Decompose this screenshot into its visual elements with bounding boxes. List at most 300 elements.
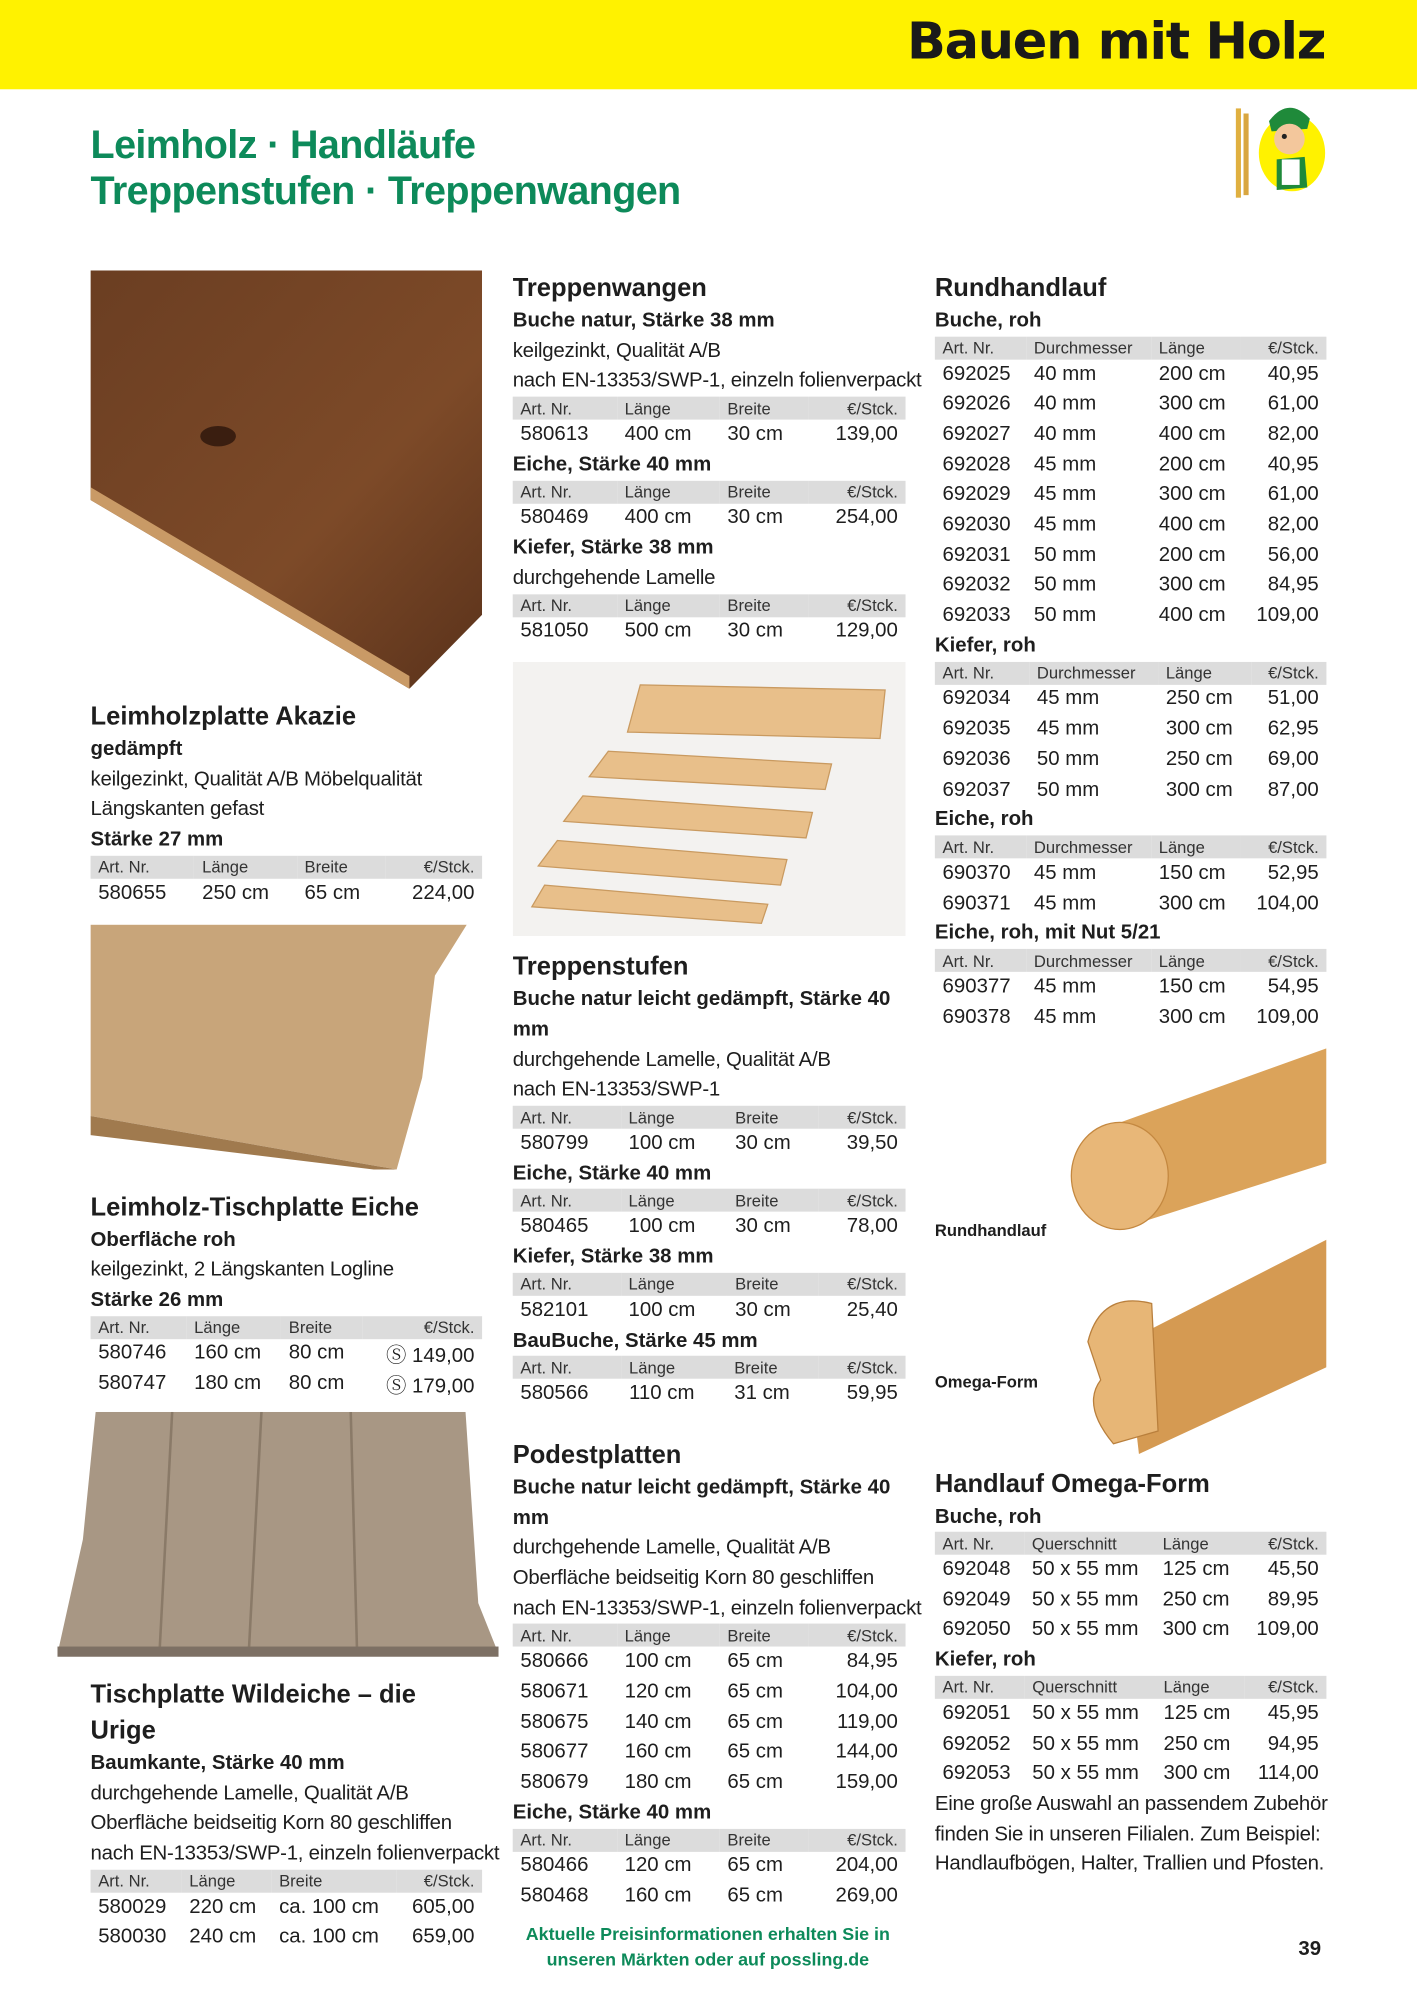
table-cell: 400 cm [624, 423, 692, 446]
table-cell: 300 cm [1163, 1762, 1231, 1785]
column-header: €/Stck. [1241, 949, 1326, 972]
header-bar [0, 0, 1417, 89]
table-cell: 692025 [942, 362, 1011, 385]
table-cell: 30 cm [727, 620, 783, 643]
table-cell: 160 cm [624, 1741, 692, 1764]
price-table [91, 856, 483, 909]
table-cell: 580466 [520, 1855, 589, 1877]
table-row [935, 420, 1327, 450]
price-table [935, 1676, 1327, 1790]
table-cell: 692049 [942, 1588, 1011, 1611]
table-cell: 692037 [942, 778, 1011, 801]
table-cell: 50 mm [1036, 748, 1100, 771]
table-cell: 50 x 55 mm [1031, 1619, 1139, 1641]
table-cell: 65 cm [727, 1885, 783, 1907]
table-row [513, 1296, 906, 1326]
product-image-stairs [513, 662, 906, 936]
column-header: Art. Nr. [935, 949, 1026, 972]
table-cell: 50 mm [1036, 778, 1100, 801]
column-header: Breite [720, 397, 809, 420]
column-header: Art. Nr. [513, 1106, 621, 1129]
product-description: Oberfläche beidseitig Korn 80 geschliffen [90, 1812, 452, 1835]
table-cell: 580469 [520, 506, 589, 529]
table-row [935, 450, 1327, 480]
price-table [935, 336, 1327, 631]
product-title: Rundhandlauf [934, 274, 1107, 303]
column-header: Art. Nr. [935, 835, 1026, 858]
column-header: €/Stck. [808, 1828, 905, 1851]
column-header: Durchmesser [1026, 835, 1151, 858]
product-subtitle: Eiche, Stärke 40 mm [512, 453, 712, 476]
image-label-rundhandlauf: Rundhandlauf [934, 1220, 1047, 1240]
column-header: Breite [281, 1316, 363, 1339]
product-subtitle: Buche natur leicht gedämpft, Stärke 40 mm [512, 1476, 891, 1529]
table-cell: 200 cm [1158, 453, 1226, 476]
table-cell: 40 mm [1033, 423, 1097, 446]
table-row [513, 1708, 906, 1738]
table-row [513, 1129, 906, 1159]
product-subtitle: Oberfläche roh [90, 1228, 236, 1251]
table-cell: 300 cm [1165, 778, 1233, 801]
table-cell: 45 mm [1033, 975, 1097, 998]
table-row [513, 1851, 906, 1881]
table-cell: 692035 [942, 718, 1011, 740]
column-right [935, 270, 1327, 1880]
column-header: Breite [727, 1356, 819, 1379]
column-header: Länge [194, 856, 296, 879]
column-header: Breite [720, 594, 809, 617]
column-header: Länge [621, 1106, 728, 1129]
table-row [513, 1768, 906, 1798]
column-header: Querschnitt [1025, 1676, 1156, 1699]
table-cell: 25,40 [846, 1299, 898, 1321]
table-row [513, 1647, 906, 1677]
table-cell: 692034 [942, 687, 1011, 710]
table-cell: 100 cm [628, 1215, 696, 1238]
column-header: €/Stck. [1241, 336, 1326, 359]
product-description: durchgehende Lamelle, Qualität A/B [512, 1049, 831, 1071]
column-header: Breite [727, 1273, 819, 1296]
table-cell: 580666 [520, 1650, 589, 1673]
column-header: Breite [720, 1828, 809, 1851]
product-title: Podestplatten [512, 1441, 682, 1470]
table-cell: 31 cm [734, 1382, 790, 1405]
column-header: €/Stck. [808, 480, 905, 503]
product-subtitle: Buche, roh [934, 1505, 1042, 1528]
table-row [935, 745, 1327, 775]
column-header: Länge [1156, 1676, 1245, 1699]
product-image-eiche [91, 924, 483, 1179]
price-table [513, 1106, 906, 1159]
column-header: €/Stck. [363, 1316, 482, 1339]
table-row [935, 1555, 1327, 1585]
table-row [91, 879, 483, 909]
table-header [513, 480, 906, 503]
table-cell: 30 cm [735, 1299, 791, 1321]
table-cell: 50 x 55 mm [1031, 1558, 1139, 1581]
column-header: €/Stck. [808, 397, 905, 420]
table-row [935, 1002, 1327, 1032]
table-cell: 200 cm [1158, 362, 1226, 385]
table-row [935, 889, 1327, 919]
table-row [935, 480, 1327, 510]
column-header: €/Stck. [1243, 1532, 1326, 1555]
table-cell: 30 cm [735, 1132, 791, 1155]
table-cell: 104,00 [1256, 892, 1319, 914]
table-header [935, 1676, 1327, 1699]
table-cell: 45,95 [1267, 1702, 1319, 1725]
product-title: Treppenwangen [512, 274, 707, 303]
table-cell: 94,95 [1267, 1732, 1319, 1755]
column-header: €/Stck. [385, 856, 482, 879]
table-cell: 82,00 [1267, 513, 1319, 536]
table-cell: 692052 [942, 1732, 1011, 1755]
table-row [935, 972, 1327, 1002]
table-cell: 692032 [942, 574, 1011, 597]
table-cell: 114,00 [1257, 1762, 1319, 1785]
product-image-akazie [91, 270, 483, 688]
table-cell: 692051 [942, 1702, 1011, 1725]
table-cell: 30 cm [727, 506, 783, 529]
column-header: Länge [617, 480, 720, 503]
table-cell: 160 cm [194, 1342, 262, 1364]
table-cell: 84,95 [1267, 574, 1319, 597]
price-table [935, 835, 1327, 918]
table-row [513, 1882, 906, 1912]
table-row [935, 1699, 1327, 1729]
table-cell: 52,95 [1267, 862, 1319, 884]
table-cell: 580799 [520, 1132, 589, 1155]
table-cell: 240 cm [189, 1926, 257, 1948]
table-cell: 45 mm [1033, 892, 1097, 914]
table-cell: 50 mm [1033, 604, 1097, 627]
spacer [513, 1409, 906, 1437]
table-cell: 50 mm [1033, 574, 1097, 597]
table-row [91, 1923, 483, 1953]
product-subtitle: Buche, roh [934, 309, 1042, 332]
table-cell: 300 cm [1158, 892, 1226, 914]
table-cell: 65 cm [727, 1711, 783, 1733]
table-cell: 580675 [520, 1711, 589, 1733]
table-row [935, 715, 1327, 745]
product-subtitle: Buche natur, Stärke 38 mm [512, 309, 775, 332]
table-row [935, 510, 1327, 540]
product-description: durchgehende Lamelle [512, 567, 716, 590]
table-cell: ca. 100 cm [279, 1926, 379, 1948]
table-row [513, 617, 906, 647]
column-middle [512, 270, 922, 1911]
table-header [513, 594, 906, 617]
table-header [513, 1356, 906, 1379]
table-header [91, 1316, 483, 1339]
table-cell: 125 cm [1162, 1558, 1230, 1581]
column-header: Breite [720, 480, 809, 503]
table-cell: 300 cm [1158, 1005, 1226, 1028]
table-row [935, 1615, 1327, 1645]
table-cell: 580465 [520, 1215, 589, 1238]
table-cell: 109,00 [1256, 1005, 1319, 1028]
column-header: Breite [727, 1106, 819, 1129]
product-subtitle: BauBuche, Stärke 45 mm [512, 1329, 758, 1352]
table-cell: 82,00 [1267, 423, 1319, 446]
table-cell: 140 cm [624, 1711, 692, 1733]
table-cell: 100 cm [624, 1650, 692, 1673]
product-subtitle: Stärke 26 mm [90, 1289, 224, 1311]
table-cell: 400 cm [1158, 513, 1226, 536]
table-cell: 605,00 [412, 1896, 475, 1918]
section-title: Bauen mit Holz [906, 12, 1326, 72]
price-table [513, 1356, 906, 1409]
table-row [513, 1379, 906, 1409]
table-row [935, 601, 1327, 631]
column-header: Länge [1155, 1532, 1243, 1555]
table-cell: 110 cm [629, 1382, 695, 1405]
column-header: Art. Nr. [513, 1624, 617, 1647]
table-cell: 690377 [942, 975, 1011, 998]
table-row [935, 1585, 1327, 1615]
column-header: Art. Nr. [513, 1356, 622, 1379]
table-cell: 80 cm [288, 1372, 345, 1395]
column-header: Länge [621, 1273, 728, 1296]
table-cell: 400 cm [1158, 423, 1226, 446]
product-subtitle: Baumkante, Stärke 40 mm [90, 1752, 345, 1775]
table-row [513, 420, 906, 450]
table-cell: 580030 [98, 1926, 167, 1948]
table-cell: 65 cm [304, 882, 361, 904]
table-cell: 692031 [942, 544, 1011, 566]
table-cell: 692029 [942, 483, 1011, 506]
table-cell: 39,50 [846, 1132, 898, 1155]
table-cell: 400 cm [624, 506, 692, 529]
column-header: Länge [1158, 661, 1251, 684]
column-header: €/Stck. [808, 594, 905, 617]
table-cell: 580747 [98, 1372, 167, 1395]
table-row [935, 1759, 1327, 1789]
table-header [91, 1869, 483, 1892]
table-cell: 61,00 [1267, 393, 1319, 415]
table-cell: 65 cm [727, 1680, 783, 1703]
product-image-rail [935, 1048, 1327, 1454]
table-cell: 269,00 [835, 1885, 898, 1907]
table-cell: 250 cm [202, 882, 270, 904]
table-cell: 580679 [520, 1771, 589, 1794]
table-header [513, 1828, 906, 1851]
table-cell: 84,95 [846, 1650, 898, 1673]
column-header: €/Stck. [819, 1356, 906, 1379]
table-cell: 125 cm [1163, 1702, 1231, 1725]
table-cell: 400 cm [1158, 604, 1226, 627]
headline-line-2: Treppenstufen · Treppenwangen [90, 168, 681, 213]
product-title: Leimholz-Tischplatte Eiche [90, 1193, 419, 1222]
table-cell: 581050 [520, 620, 589, 643]
table-cell: 65 cm [727, 1650, 783, 1673]
product-subtitle: Eiche, Stärke 40 mm [512, 1802, 712, 1824]
price-table [513, 1624, 906, 1798]
column-header: €/Stck. [808, 1624, 905, 1647]
column-header: Art. Nr. [91, 856, 195, 879]
table-cell: 61,00 [1267, 483, 1319, 506]
table-cell: 692036 [942, 748, 1011, 771]
column-header: Länge [621, 1356, 726, 1379]
footer-line-2[interactable]: unseren Märkten oder auf possling.de [546, 1948, 870, 1970]
column-header: €/Stck. [1241, 835, 1326, 858]
table-cell: 69,00 [1267, 748, 1319, 771]
table-cell: 220 cm [189, 1896, 257, 1918]
table-cell: 40,95 [1267, 453, 1319, 476]
table-cell: 692033 [942, 604, 1011, 627]
table-row [513, 503, 906, 533]
table-cell: 250 cm [1165, 748, 1233, 771]
table-cell: 659,00 [412, 1926, 475, 1948]
table-cell: 250 cm [1162, 1588, 1230, 1611]
table-cell: 50 x 55 mm [1031, 1588, 1139, 1611]
table-cell: 40 mm [1033, 393, 1097, 415]
table-cell: 692027 [942, 423, 1011, 446]
column-header: Länge [1151, 336, 1241, 359]
column-header: €/Stck. [397, 1869, 482, 1892]
table-cell: 30 cm [735, 1215, 791, 1238]
table-cell: 160 cm [624, 1885, 692, 1907]
table-row [91, 1339, 483, 1369]
table-cell: 40,95 [1267, 362, 1319, 385]
column-header: Art. Nr. [513, 594, 617, 617]
price-table [513, 480, 906, 533]
table-row [513, 1212, 906, 1242]
column-header: Art. Nr. [91, 1869, 182, 1892]
column-header: Art. Nr. [513, 1189, 621, 1212]
table-cell: 45 mm [1033, 513, 1097, 536]
column-header: Art. Nr. [513, 397, 617, 420]
column-header: Länge [187, 1316, 282, 1339]
table-cell: 62,95 [1267, 718, 1319, 740]
table-cell: 50 x 55 mm [1032, 1702, 1139, 1725]
table-header [513, 397, 906, 420]
table-cell: 150 cm [1158, 975, 1226, 998]
table-cell: Ⓢ 179,00 [385, 1375, 475, 1398]
table-cell: 580029 [98, 1896, 167, 1918]
column-header: Durchmesser [1029, 661, 1158, 684]
product-title: Tischplatte Wildeiche – die Urige [90, 1680, 416, 1745]
table-cell: 150 cm [1158, 862, 1226, 884]
table-row [935, 1729, 1327, 1759]
table-cell: 580671 [520, 1680, 589, 1703]
product-description: keilgezinkt, Qualität A/B [512, 340, 721, 362]
table-cell: 120 cm [624, 1680, 692, 1703]
table-cell: 144,00 [835, 1741, 898, 1764]
table-cell: 100 cm [628, 1132, 696, 1155]
table-cell: 40 mm [1033, 362, 1097, 385]
table-cell: 129,00 [835, 620, 898, 643]
price-table [935, 949, 1327, 1032]
table-cell: 692026 [942, 393, 1011, 415]
table-header [935, 835, 1327, 858]
table-cell: 254,00 [835, 506, 898, 529]
table-cell: 56,00 [1267, 544, 1319, 566]
table-cell: 109,00 [1256, 1619, 1319, 1641]
product-subtitle: Eiche, roh [934, 809, 1034, 831]
table-cell: 300 cm [1158, 574, 1226, 597]
table-cell: 159,00 [835, 1771, 898, 1794]
product-subtitle: Kiefer, Stärke 38 mm [512, 1246, 714, 1268]
product-description: keilgezinkt, 2 Längskanten Logline [90, 1259, 394, 1281]
table-cell: 692030 [942, 513, 1011, 536]
table-cell: 78,00 [846, 1215, 898, 1238]
product-description: nach EN-13353/SWP-1, einzeln folienverpackt [512, 1597, 922, 1620]
price-table [513, 1189, 906, 1242]
table-cell: 65 cm [727, 1855, 783, 1877]
table-cell: 54,95 [1267, 975, 1319, 998]
product-description: Handlaufbögen, Halter, Trallien und Pfosten. [934, 1853, 1325, 1876]
table-row [935, 389, 1327, 419]
table-cell: 580677 [520, 1741, 589, 1764]
column-header: Art. Nr. [513, 1273, 621, 1296]
table-cell: 65 cm [727, 1771, 783, 1794]
table-header [935, 949, 1327, 972]
column-header: Art. Nr. [935, 1676, 1025, 1699]
table-header [935, 1532, 1327, 1555]
table-row [513, 1677, 906, 1707]
column-left [90, 270, 500, 1952]
table-cell: 580613 [520, 423, 589, 446]
column-header: Art. Nr. [513, 480, 617, 503]
product-subtitle: Buche natur leicht gedämpft, Stärke 40 mm [512, 988, 891, 1041]
table-header [935, 336, 1327, 359]
column-header: Länge [182, 1869, 272, 1892]
product-subtitle: gedämpft [90, 738, 183, 761]
product-description: nach EN-13353/SWP-1, einzeln folienverpackt [90, 1843, 500, 1865]
product-description: finden Sie in unseren Filialen. Zum Beispiel: [934, 1823, 1321, 1846]
column-header: €/Stck. [1244, 1676, 1326, 1699]
table-cell: 139,00 [835, 423, 898, 446]
table-cell: 45 mm [1033, 483, 1097, 506]
page-number: 39 [1298, 1938, 1322, 1961]
table-header [513, 1624, 906, 1647]
table-cell: 80 cm [288, 1342, 345, 1364]
column-header: Durchmesser [1026, 336, 1151, 359]
table-cell: 45 mm [1033, 453, 1097, 476]
table-cell: 692028 [942, 453, 1011, 476]
product-subtitle: Kiefer, roh [934, 1649, 1036, 1672]
product-description: Längskanten gefast [90, 798, 265, 821]
table-cell: 109,00 [1256, 604, 1319, 627]
table-cell: 692050 [942, 1619, 1011, 1641]
table-cell: 45 mm [1033, 862, 1097, 884]
headline-line-1: Leimholz · Handläufe [90, 122, 476, 168]
column-header: Art. Nr. [935, 1532, 1024, 1555]
column-header: €/Stck. [1251, 661, 1326, 684]
table-cell: 300 cm [1165, 718, 1233, 740]
column-header: Breite [720, 1624, 809, 1647]
column-header: €/Stck. [819, 1106, 905, 1129]
footer-line-1: Aktuelle Preisinformationen erhalten Sie in [525, 1923, 890, 1944]
product-image-wildeiche [57, 1412, 498, 1665]
table-header [513, 1189, 906, 1212]
table-cell: 51,00 [1267, 687, 1319, 710]
column-header: Länge [1151, 835, 1241, 858]
table-cell: 692048 [942, 1558, 1011, 1581]
product-subtitle: Kiefer, roh [934, 635, 1036, 657]
column-header: €/Stck. [819, 1273, 905, 1296]
table-cell: 300 cm [1158, 393, 1226, 415]
price-table [91, 1869, 483, 1952]
product-title: Handlauf Omega-Form [934, 1469, 1210, 1498]
table-cell: 100 cm [628, 1299, 696, 1321]
table-cell: Ⓢ 149,00 [385, 1345, 475, 1368]
table-cell: 45,50 [1267, 1558, 1319, 1581]
product-title: Treppenstufen [512, 953, 689, 982]
table-cell: 250 cm [1165, 687, 1233, 710]
product-description: nach EN-13353/SWP-1 [512, 1079, 720, 1102]
